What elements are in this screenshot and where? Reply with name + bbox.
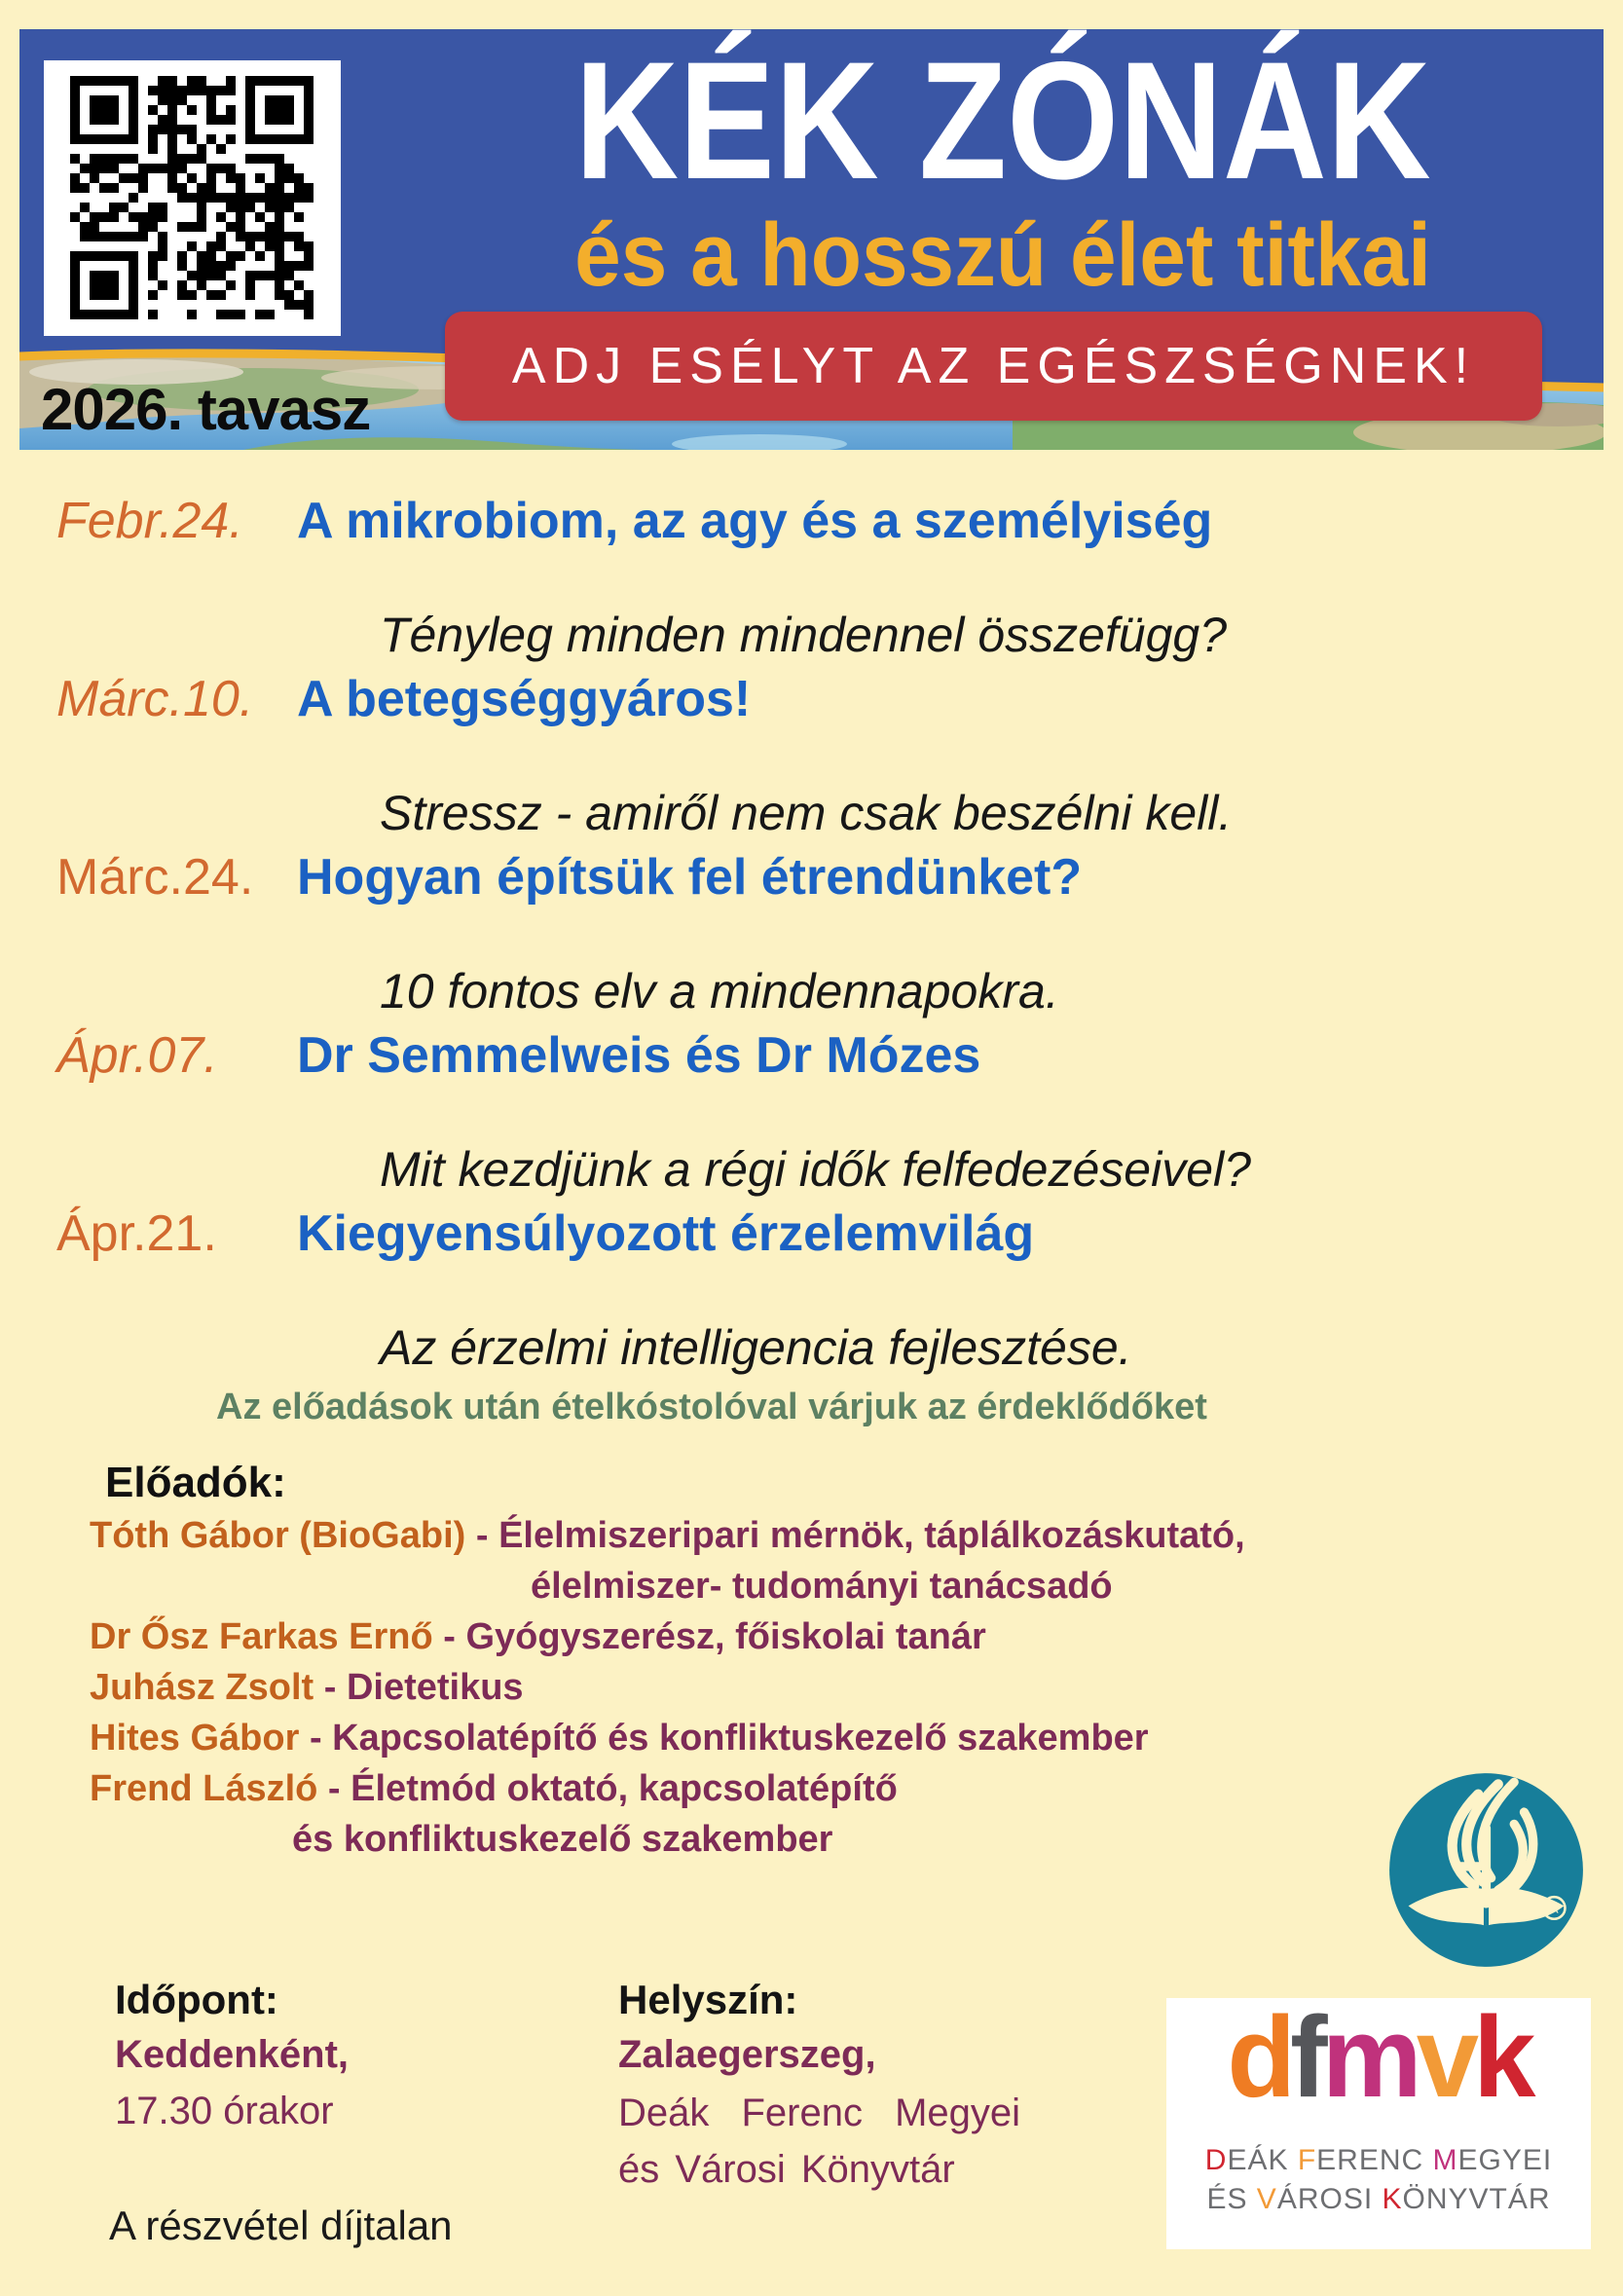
speaker-line bbox=[90, 1768, 898, 1810]
speaker-role: Dietetikus bbox=[346, 1667, 524, 1708]
speaker-sep: - bbox=[475, 1515, 499, 1556]
free-admission-note: A részvétel díjtalan bbox=[109, 2203, 453, 2248]
event-subtitle: Tényleg minden mindennel összefügg? bbox=[380, 608, 1227, 662]
event-subtitle: Stressz - amiről nem csak beszélni kell. bbox=[380, 786, 1233, 840]
library-name-line2: ÉS VÁROSI KÖNYVTÁR bbox=[1206, 2183, 1551, 2215]
event-subtitle: Mit kezdjünk a régi idők felfedezéseivel? bbox=[380, 1142, 1251, 1197]
page-title: KÉK ZÓNÁK bbox=[574, 27, 1431, 214]
speaker-sep: - bbox=[309, 1718, 333, 1759]
speaker-name: Frend László bbox=[90, 1768, 318, 1809]
place-label: Helyszín: bbox=[618, 1977, 798, 2022]
slogan-text: ADJ ESÉLYT AZ EGÉSZSÉGNEK! bbox=[511, 338, 1476, 394]
speaker-role-continued: és konfliktuskezelő szakember bbox=[292, 1819, 833, 1860]
qr-code-pattern bbox=[70, 76, 314, 319]
event-date: Ápr.07. bbox=[56, 1027, 218, 1084]
place-value-line3: és Városi Könyvtár bbox=[618, 2148, 955, 2191]
tasting-note: Az előadások után ételkóstolóval várjuk az érdeklődőket bbox=[216, 1387, 1207, 1427]
time-value-day: Keddenként, bbox=[115, 2033, 350, 2076]
speaker-line bbox=[90, 1667, 524, 1709]
event-title: A betegséggyáros! bbox=[297, 671, 752, 727]
event-subtitle: Az érzelmi intelligencia fejlesztése. bbox=[380, 1320, 1132, 1375]
speaker-role: Élelmiszeripari mérnök, táplálkozáskutató, bbox=[498, 1515, 1245, 1556]
event-title: A mikrobiom, az agy és a személyiség bbox=[297, 493, 1213, 549]
speaker-line bbox=[90, 1515, 1245, 1557]
speaker-line bbox=[90, 1616, 986, 1658]
speakers-heading: Előadók: bbox=[105, 1459, 286, 1506]
season-label: 2026. tavasz bbox=[41, 377, 371, 442]
speaker-name: Hites Gábor bbox=[90, 1718, 310, 1759]
time-label: Időpont: bbox=[115, 1977, 278, 2022]
event-subtitle: 10 fontos elv a mindennapokra. bbox=[380, 964, 1059, 1018]
speaker-sep: - bbox=[432, 1616, 466, 1657]
event-title: Kiegyensúlyozott érzelemvilág bbox=[297, 1205, 1035, 1262]
event-date: Márc.10. bbox=[56, 671, 254, 727]
header-text-block bbox=[409, 27, 1597, 305]
speaker-role: Kapcsolatépítő és konfliktuskezelő szakember bbox=[332, 1718, 1149, 1759]
event-title: Dr Semmelweis és Dr Mózes bbox=[297, 1027, 981, 1084]
adventist-church-logo-icon bbox=[1386, 1770, 1586, 1970]
library-wordmark: dfmvk bbox=[1227, 1993, 1531, 2122]
speaker-name: Dr Ősz Farkas Ernő bbox=[90, 1616, 433, 1657]
place-value-line2: Deák Ferenc Megyei bbox=[618, 2092, 1021, 2134]
place-value-city: Zalaegerszeg, bbox=[618, 2033, 876, 2076]
time-value-hour: 17.30 órakor bbox=[115, 2090, 334, 2132]
library-logo bbox=[1166, 1993, 1591, 2249]
qr-code-icon bbox=[44, 60, 341, 336]
event-title: Hogyan építsük fel étrendünket? bbox=[297, 849, 1083, 906]
page-subtitle: és a hosszú élet titkai bbox=[574, 205, 1431, 305]
speaker-name: Tóth Gábor (BioGabi) bbox=[90, 1515, 476, 1556]
speaker-sep: - bbox=[317, 1768, 351, 1809]
library-name-line1: DEÁK FERENC MEGYEI bbox=[1204, 2144, 1553, 2176]
speaker-sep: - bbox=[323, 1667, 347, 1708]
speaker-role: Gyógyszerész, főiskolai tanár bbox=[465, 1616, 986, 1657]
speaker-line bbox=[90, 1718, 1149, 1759]
speaker-role-continued: élelmiszer- tudományi tanácsadó bbox=[531, 1566, 1113, 1607]
event-date: Febr.24. bbox=[56, 493, 243, 549]
speaker-role: Életmód oktató, kapcsolatépítő bbox=[350, 1768, 898, 1809]
speaker-name: Juhász Zsolt bbox=[90, 1667, 324, 1708]
registered-mark: R bbox=[1549, 1901, 1560, 1917]
slogan-banner bbox=[445, 312, 1542, 421]
event-date: Ápr.21. bbox=[56, 1205, 217, 1262]
event-date: Márc.24. bbox=[56, 849, 254, 906]
